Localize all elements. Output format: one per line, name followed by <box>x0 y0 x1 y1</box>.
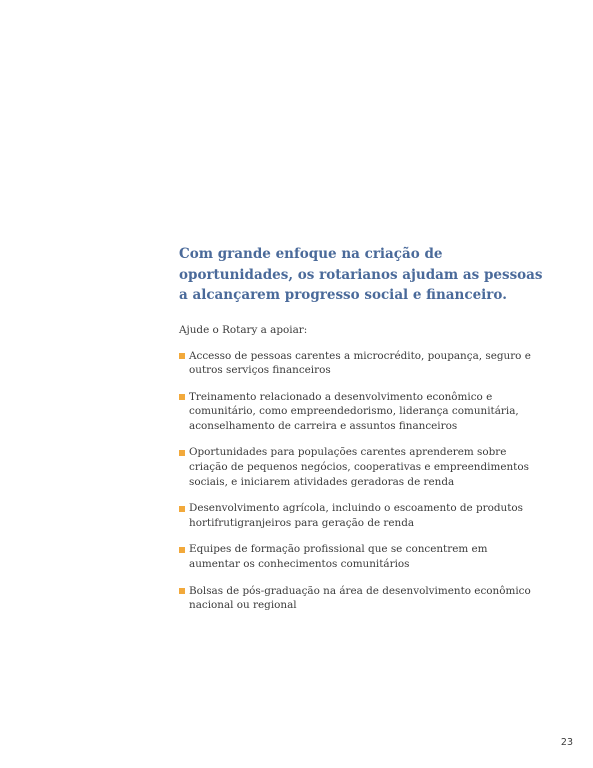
list-item <box>179 390 569 434</box>
square-bullet-icon <box>179 588 185 594</box>
list-item-text: Bolsas de pós-graduação na área de desenvolvimento econômico nacional ou regional <box>189 584 531 612</box>
list-item-text: Desenvolvimento agrícola, incluindo o escoamento de produtos hortifrutigranjeiros para geração de renda <box>189 502 523 530</box>
square-bullet-icon <box>179 450 185 456</box>
list-item <box>179 501 569 531</box>
intro-text: Ajude o Rotary a apoiar: <box>179 323 308 336</box>
headline: Com grande enfoque na criação de oportunidades, os rotarianos ajudam as pessoas a alcançarem progresso social e financeiro. <box>179 246 543 303</box>
list-item <box>179 445 569 489</box>
list-item-text: Equipes de formação profissional que se concentrem em aumentar os conhecimentos comunitários <box>189 543 488 571</box>
list-item-text: Treinamento relacionado a desenvolvimento econômico e comunitário, como empreendedorismo, liderança comunitária, aconselhamento de carreira e assuntos financeiros <box>189 390 519 433</box>
list-item-text: Oportunidades para populações carentes aprenderem sobre criação de pequenos negócios, cooperativas e empreendimentos sociais, e iniciarem atividades geradoras de renda <box>189 446 529 489</box>
list-item <box>179 542 569 572</box>
square-bullet-icon <box>179 394 185 400</box>
list-item-text: Accesso de pessoas carentes a microcrédito, poupança, seguro e outros serviços financeiros <box>189 349 531 377</box>
list-item <box>179 584 569 614</box>
page-content <box>179 244 569 625</box>
list-item <box>179 349 569 379</box>
bullet-list <box>179 349 569 614</box>
square-bullet-icon <box>179 506 185 512</box>
square-bullet-icon <box>179 353 185 359</box>
square-bullet-icon <box>179 547 185 553</box>
page-number: 23 <box>560 737 573 748</box>
